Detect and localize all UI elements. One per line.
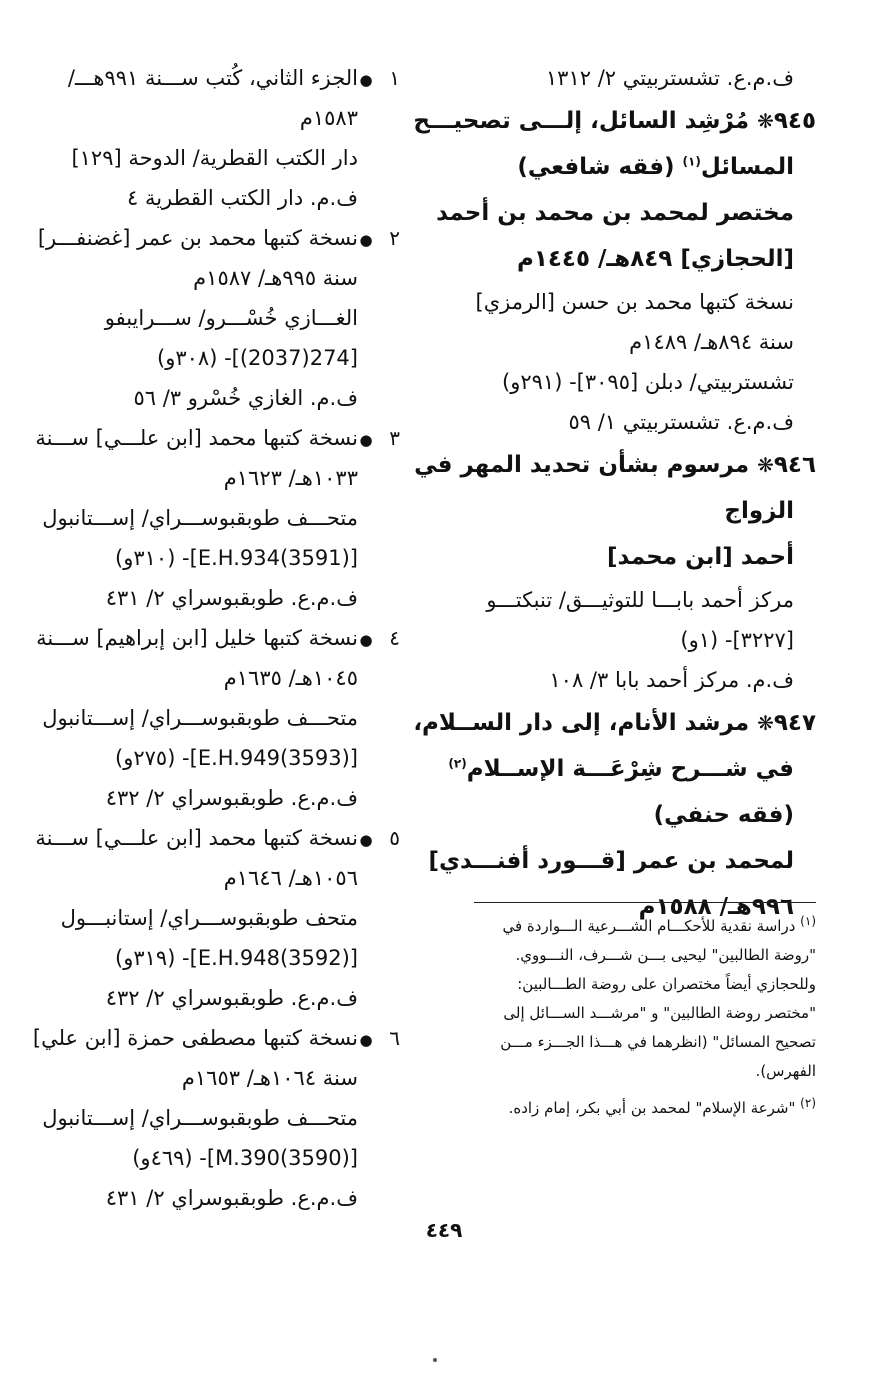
copy-text: [274(2037)]- (٣٠٨و) [157,346,358,370]
copy-text: متحـــف طوبقبوســـراي/ إســـتانبول [42,1106,358,1130]
copy-info: ف.م.ع. تشستربيتي ١/ ٥٩ [568,410,794,434]
footnote-2 [474,1094,816,1123]
right-column [413,58,816,930]
copy-item-5 [35,818,400,858]
bullet-icon: ● [359,1031,373,1049]
copy-text: ف.م.ع. طوبقبوسراي ٢/ ٤٣٢ [105,786,358,810]
bullet-icon: ● [359,631,373,649]
copy-text: ١٠٤٥هـ/ ١٦٣٥م [223,666,358,690]
footnote-text: "مختصر روضة الطالبين" و "مرشـــد الســـائل إلى [503,1004,816,1022]
subject-tag: (فقه حنفي) [653,802,794,828]
copy-text: نسخة كتبها محمد بن عمر [غضنفـــر] [37,226,358,250]
copy-text: متحـــف طوبقبوســـراي/ إســـتانبول [42,706,358,730]
copy-text: نسخة كتبها مصطفى حمزة [ابن علي] [32,1026,358,1050]
copy-item-1 [67,58,400,98]
item-number: ٣ [389,426,400,450]
author-line: لمحمد بن عمر [قـــورد أفنـــدي] [428,848,794,874]
star-icon: ❋ [757,711,774,735]
footnote-text: "شرعة الإسلام" لمحمد بن أبي بكر، إمام زاده. [508,1099,796,1117]
copy-item-2 [37,218,400,258]
copy-info: سنة ٨٩٤هـ/ ١٤٨٩م [629,330,794,354]
title-line: مرشد الأنام، إلى دار الســلام، [413,710,750,736]
entry-number: ٩٤٦ [773,452,816,478]
bullet-icon: ● [359,71,373,89]
copy-text: ف.م. دار الكتب القطرية ٤ [127,186,358,210]
copy-text: ف.م.ع. طوبقبوسراي ٢/ ٤٣٢ [105,986,358,1010]
copy-text: ف.م. الغازي خُسْرو ٣/ ٥٦ [133,386,358,410]
text-line: ف.م.ع. تشستربيتي ٢/ ١٣١٢ [545,66,794,90]
bullet-icon: ● [359,431,373,449]
item-number: ٦ [389,1026,400,1050]
copy-text: سنة ١٠٦٤هـ/ ١٦٥٣م [181,1066,358,1090]
copy-text: دار الكتب القطرية/ الدوحة [١٢٩] [71,146,358,170]
entry-number: ٩٤٥ [773,108,816,134]
copy-item-4 [36,618,400,658]
copy-text: نسخة كتبها خليل [ابن إبراهيم] ســـنة [36,626,358,650]
copy-text: ١٠٣٣هـ/ ١٦٢٣م [223,466,358,490]
footnote-text: الفهرس). [755,1062,816,1080]
entry-945-title-cont [466,144,816,190]
copy-text: نسخة كتبها محمد [ابن علـــي] ســـنة [35,826,358,850]
item-number: ٥ [389,826,400,850]
scan-speck [433,1358,437,1362]
copy-text: متحف طوبقبوســـراي/ إستانبـــول [60,906,358,930]
copy-text: الجزء الثاني، كُتب ســـنة ٩٩١هـــ/ [67,66,358,90]
entry-946-title [414,442,816,488]
footnote-text: دراسة نقدية للأحكـــام الشـــرعية الـــواردة في [502,917,796,935]
entry-945-title [413,98,816,144]
copy-text: [(3591)E.H.934]- (٣١٠و) [115,546,358,570]
copy-info: تشستربيتي/ دبلن [٣٠٩٥]- (٢٩١و) [502,370,794,394]
page-number: ٤٤٩ [425,1218,463,1242]
author-line: ٩٩٦هـ/ ١٥٨٨م [638,894,794,920]
footnote-mark: (١) [800,914,816,928]
copy-info: مركز أحمد بابـــا للتوثيـــق/ تنبكتـــو [486,588,794,612]
item-number: ٤ [389,626,400,650]
footnote-divider [474,902,816,903]
star-icon: ❋ [757,109,774,133]
title-line: مرسوم بشأن تحديد المهر في [414,452,750,478]
title-line: المسائل [700,154,794,180]
entry-947-title-cont [448,746,816,792]
bullet-icon: ● [359,231,373,249]
title-line: الزواج [724,498,794,524]
copy-text: متحـــف طوبقبوســـراي/ إســـتانبول [42,506,358,530]
copy-text: ف.م.ع. طوبقبوسراي ٢/ ٤٣١ [105,1186,358,1210]
copy-text: [(3593)E.H.949]- (٢٧٥و) [115,746,358,770]
star-icon: ❋ [757,453,774,477]
footnote-1 [474,912,816,941]
item-number: ١ [389,66,400,90]
copy-text: [(3590)M.390]- (٤٦٩و) [132,1146,358,1170]
item-number: ٢ [389,226,400,250]
footnote-mark: (٢) [800,1096,816,1110]
footnote-text: تصحيح المسائل" (انظرهما في هـــذا الجـــزء مـــن [500,1033,816,1051]
footnote-text: "روضة الطالبين" ليحيى بـــن شـــرف، النـــووي. [515,946,816,964]
copy-item-6 [32,1018,400,1058]
title-line: مُرْشِد السائل، إلـــى تصحيـــح [413,108,750,134]
footnote-ref: (٢) [448,756,467,771]
footnotes [474,912,816,1123]
author-line: أحمد [ابن محمد] [607,544,794,570]
entry-number: ٩٤٧ [773,710,816,736]
copy-info: ف.م. مركز أحمد بابا ٣/ ١٠٨ [549,668,794,692]
copy-text: [(3592)E.H.948]- (٣١٩و) [115,946,358,970]
subject-tag: (فقه شافعي) [517,154,675,180]
copy-info: نسخة كتبها محمد بن حسن [الرمزي] [475,290,794,314]
copy-text: سنة ٩٩٥هـ/ ١٥٨٧م [193,266,358,290]
entry-947-title [413,700,816,746]
footnote-ref: (١) [682,154,701,169]
left-column [32,58,400,1218]
copy-info: [٣٢٢٧]- (١و) [680,628,794,652]
author-line: مختصر لمحمد بن محمد بن أحمد [436,200,794,226]
copy-text: نسخة كتبها محمد [ابن علـــي] ســـنة [35,426,358,450]
copy-item-3 [35,418,400,458]
bullet-icon: ● [359,831,373,849]
copy-text: ف.م.ع. طوبقبوسراي ٢/ ٤٣١ [105,586,358,610]
copy-text: ١٠٥٦هـ/ ١٦٤٦م [223,866,358,890]
copy-text: ١٥٨٣م [299,106,358,130]
copy-text: الغـــازي خُسْـــرو/ ســـرايبفو [104,306,358,330]
author-line: [الحجازي] ٨٤٩هـ/ ١٤٤٥م [516,246,794,272]
title-line: في شـــرح شِرْعَـــة الإســلام [466,756,794,782]
footnote-text: وللحجازي أيضاً مختصران على روضة الطـــالبين: [517,975,816,993]
